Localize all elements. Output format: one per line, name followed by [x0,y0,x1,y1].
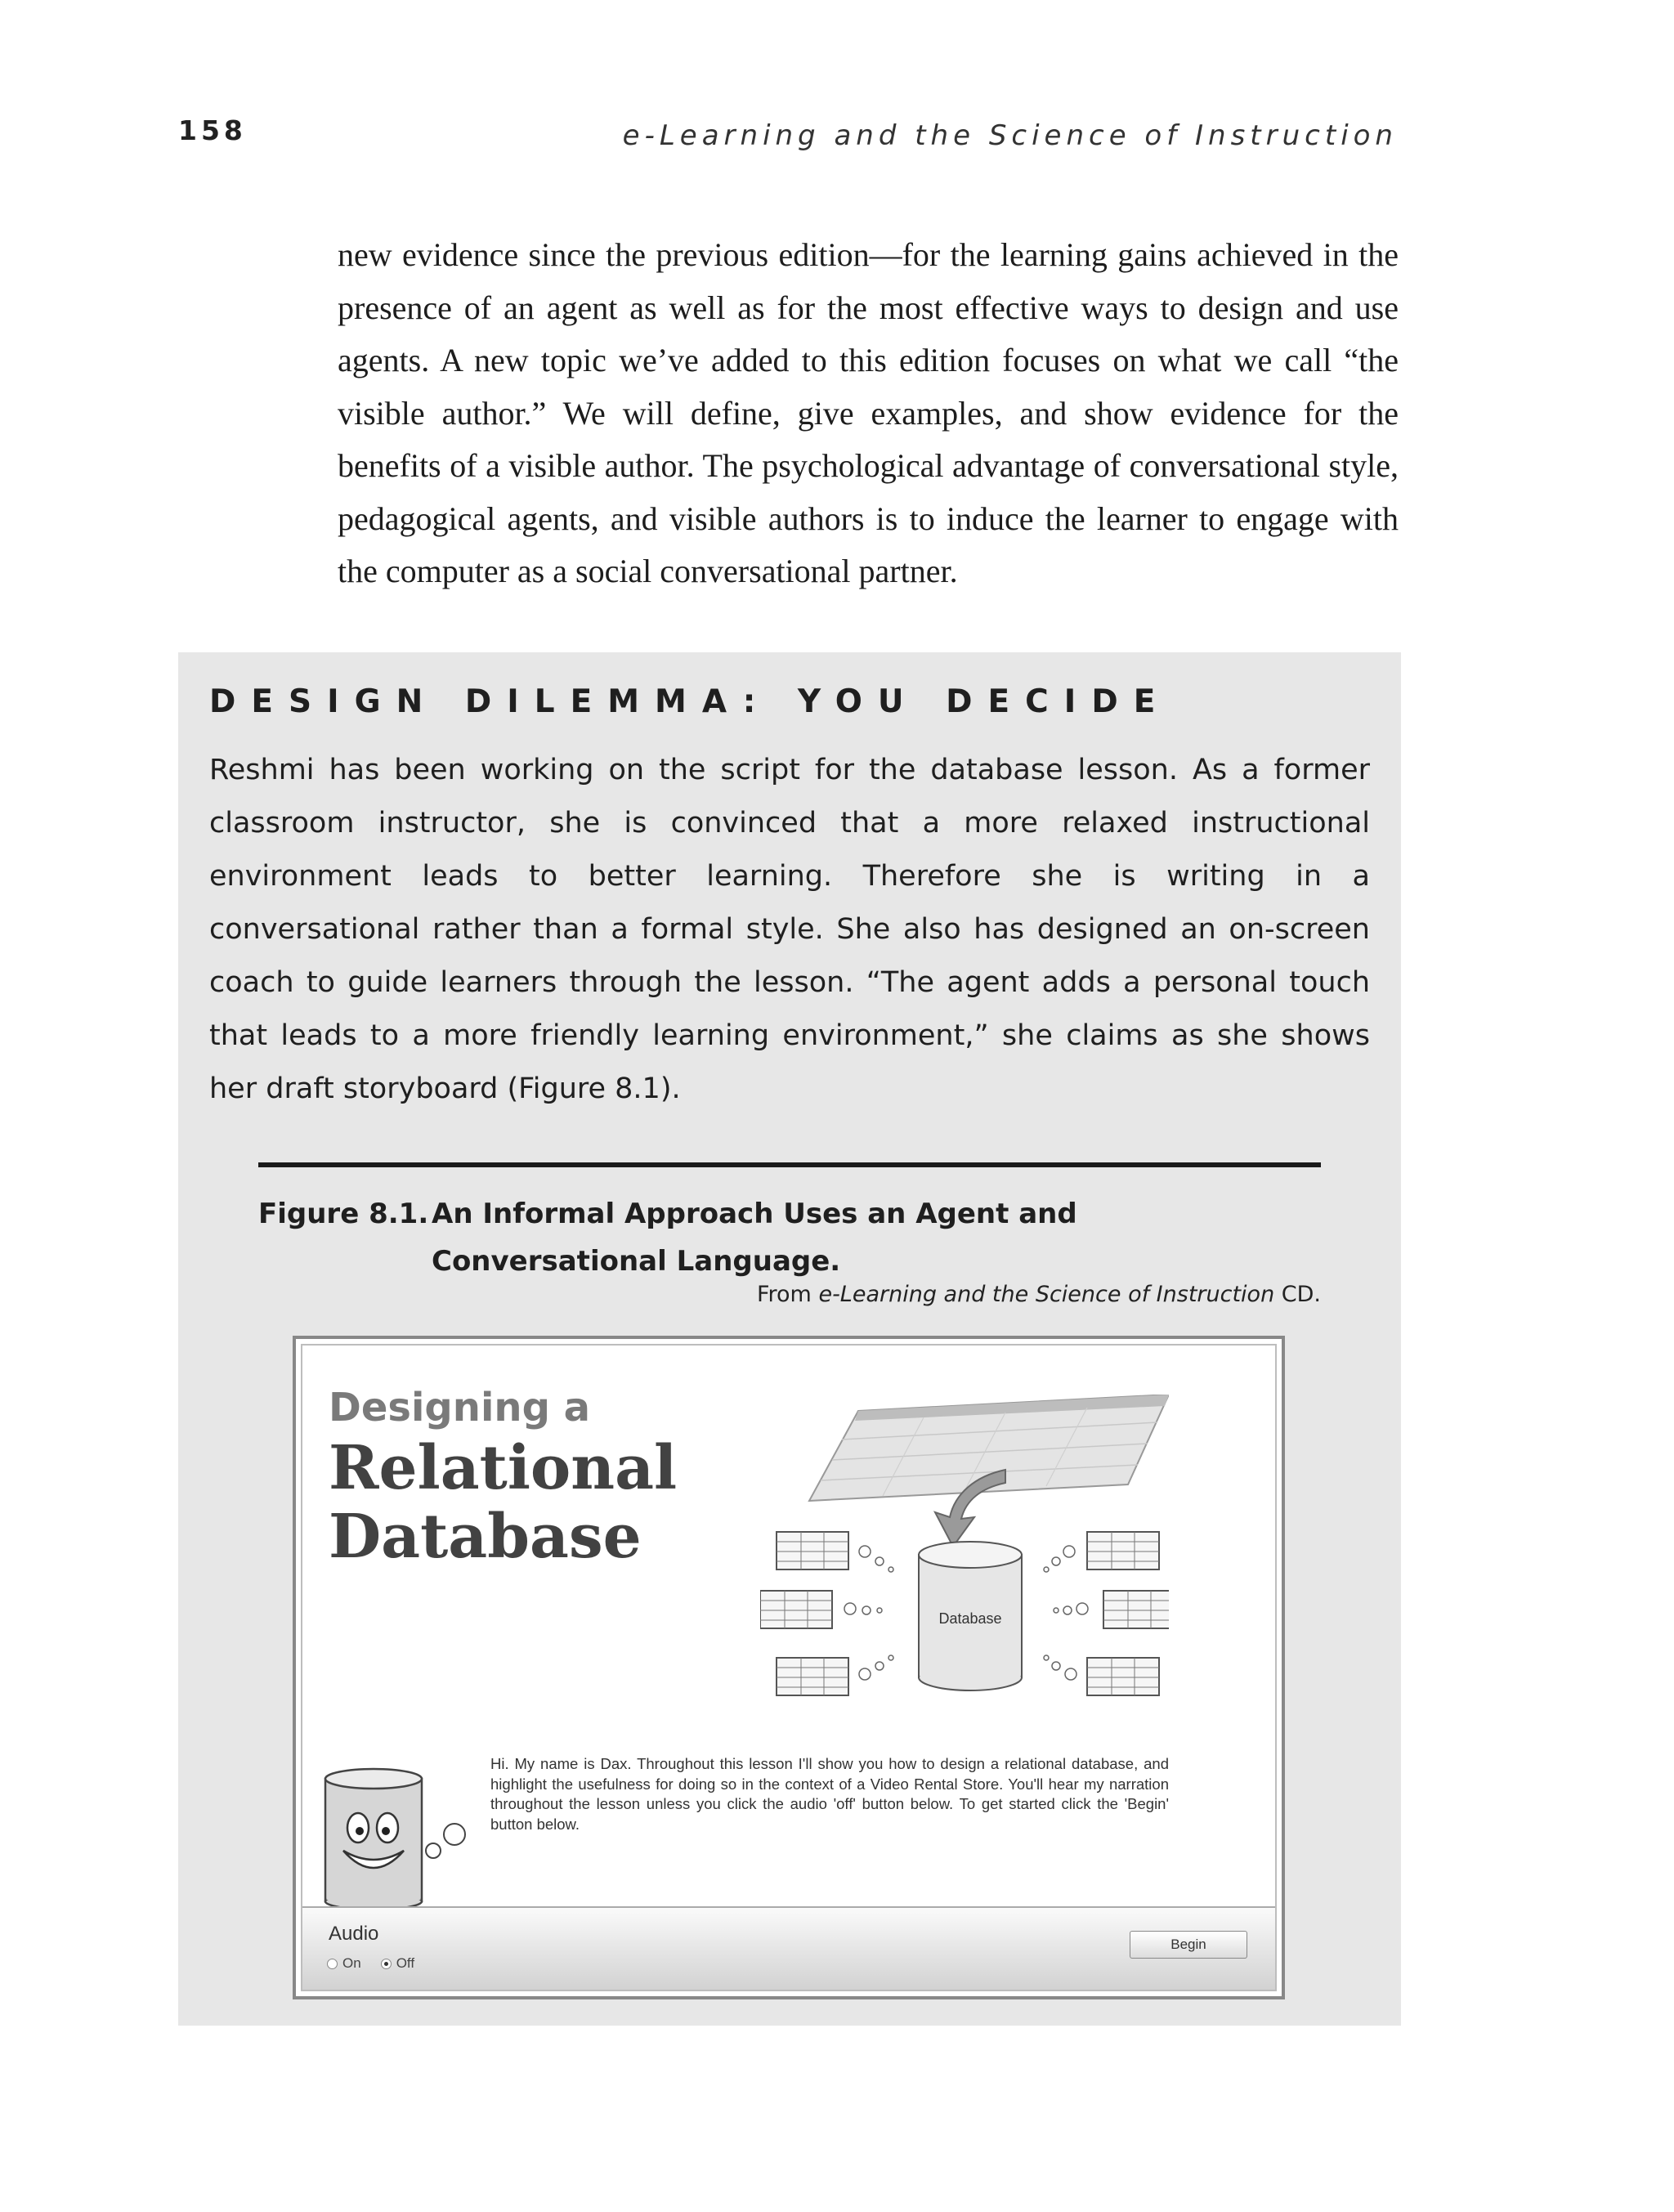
lesson-title-main [329,1434,677,1571]
audio-on-radio[interactable] [327,1959,338,1969]
audio-toggle [327,1955,414,1972]
audio-label: Audio [329,1923,379,1945]
running-head: e-Learning and the Science of Instruction [622,119,1398,152]
source-prefix: From [756,1282,819,1307]
begin-button[interactable]: Begin [1130,1931,1247,1959]
agent-dax-avatar [319,1754,482,1910]
database-diagram [760,1395,1169,1738]
database-label: Database [938,1610,1002,1627]
lesson-title-line1: Designing a [329,1385,591,1431]
audio-off-label: Off [396,1955,415,1971]
box-title: DESIGN DILEMMA: YOU DECIDE [209,683,1171,720]
lesson-screen [301,1344,1277,1991]
audio-on-label: On [342,1955,361,1971]
lesson-screenshot [293,1336,1285,1999]
body-paragraph: new evidence since the previous edition—for the learning gains achieved in the presence of an agent as well as for the most effective ways to design and use agents. A new topic we’ve added to this edition focuses on what we call “the visible author.” We will define, give examples, and show evidence for the benefits of a visible author. The psychological advantage of conversational style, pedagogical agents, and visible authors is to induce the learner to engage with the computer as a social conversational partner. [338,236,1399,589]
control-bar [302,1906,1275,1990]
figure-rule [258,1162,1321,1167]
page-number: 158 [178,114,247,146]
figure-number: Figure 8.1. [258,1198,429,1230]
box-text: Reshmi has been working on the script for the database lesson. As a former classroom instructor, she is convinced that a more relaxed instructional environment leads to better learning. Therefore she is writing in a conversational rather than a formal style. She also has designed an on-screen coach to guide learners through the lesson. “The agent adds a personal touch that leads to a more friendly learning environment,” she claims as she shows her draft storyboard (Figure 8.1). [209,754,1370,1105]
figure-caption-text: An Informal Approach Uses an Agent and Conversational Language. [432,1198,1077,1278]
source-suffix: CD. [1274,1282,1321,1307]
source-title: e-Learning and the Science of Instruction [818,1282,1275,1307]
lesson-title-line2: Relational [329,1433,678,1503]
lesson-title-line3: Database [329,1502,642,1572]
design-dilemma-box [178,652,1401,2026]
audio-off-radio[interactable] [381,1959,392,1969]
agent-speech-text: Hi. My name is Dax. Throughout this lesson I'll show you how to design a relational database, and highlight the usefulness for doing so in the context of a Video Rental Store. You'll hear my narration throughout the lesson unless you click the audio 'off' button below. To get started click the 'Begin' button below. [490,1755,1169,1833]
figure-source [757,1282,1321,1307]
